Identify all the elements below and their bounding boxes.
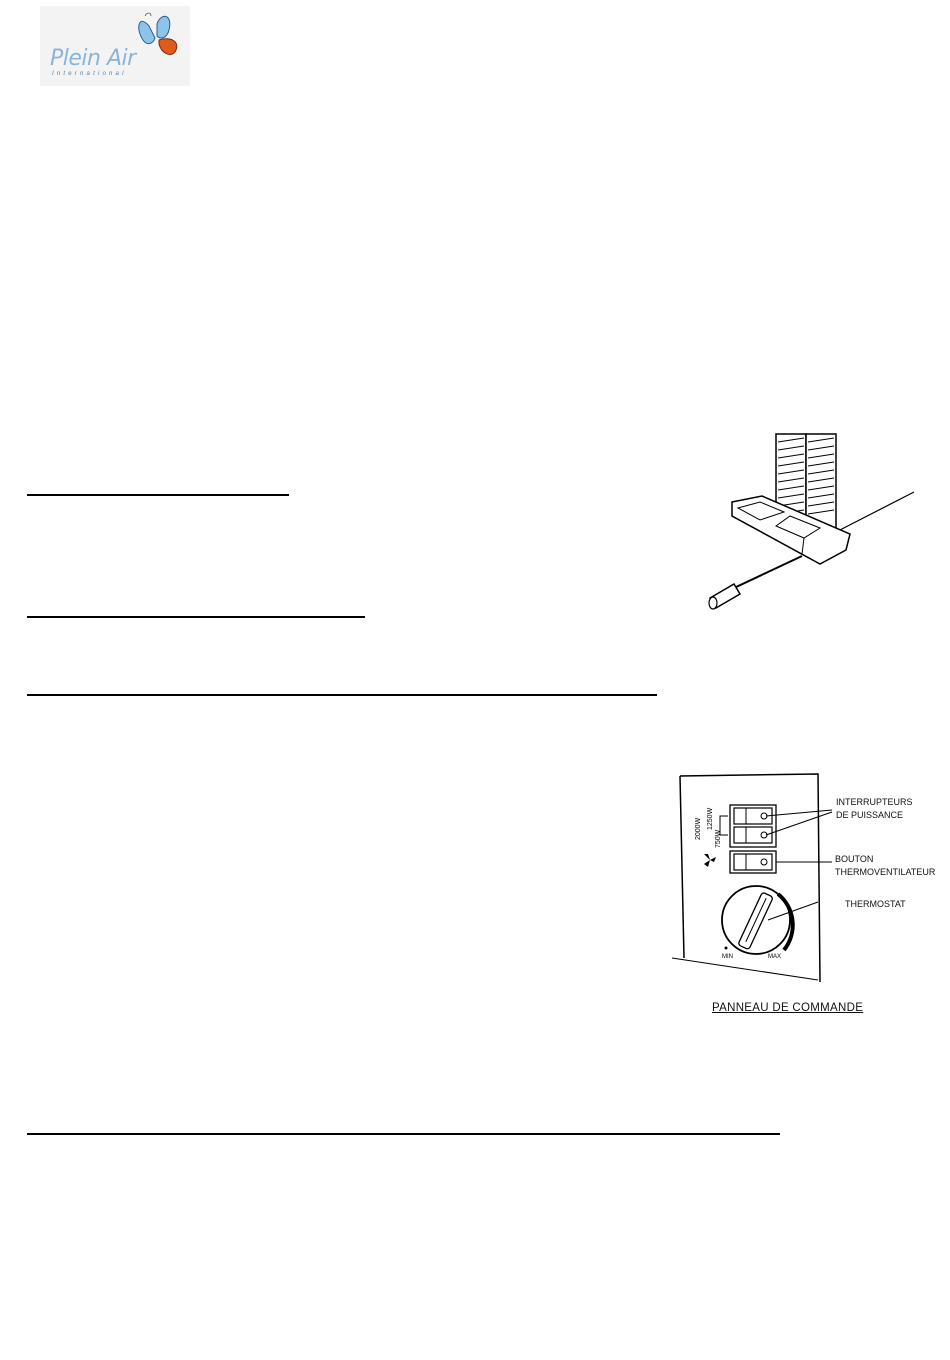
thermostat-label: THERMOSTAT: [845, 899, 906, 909]
dial-max-mark: MAX: [768, 954, 782, 960]
control-panel-caption: PANNEAU DE COMMANDE: [712, 1002, 864, 1014]
power-total-mark: 2000W: [695, 817, 702, 840]
butterfly-icon: [135, 12, 187, 62]
plein-air-logo: [40, 6, 190, 86]
logo-tagline: International: [52, 71, 127, 77]
section-divider: [27, 694, 657, 696]
section-divider: [27, 616, 365, 618]
power-low-mark: 750W: [715, 829, 722, 848]
section-divider: [27, 1133, 780, 1135]
logo-brand: Plein Air: [50, 46, 136, 71]
dial-min-mark: MIN: [722, 954, 733, 960]
section-divider: [27, 494, 289, 496]
fan-button-label: BOUTON THERMOVENTILATEUR: [835, 854, 936, 877]
fan-switch: [734, 854, 772, 870]
power-switches-label: INTERRUPTEURS DE PUISSANCE: [836, 797, 913, 820]
fan-icon: [704, 854, 716, 867]
power-high-mark: 1250W: [707, 807, 714, 830]
heater-foot-illustration: [700, 430, 920, 615]
